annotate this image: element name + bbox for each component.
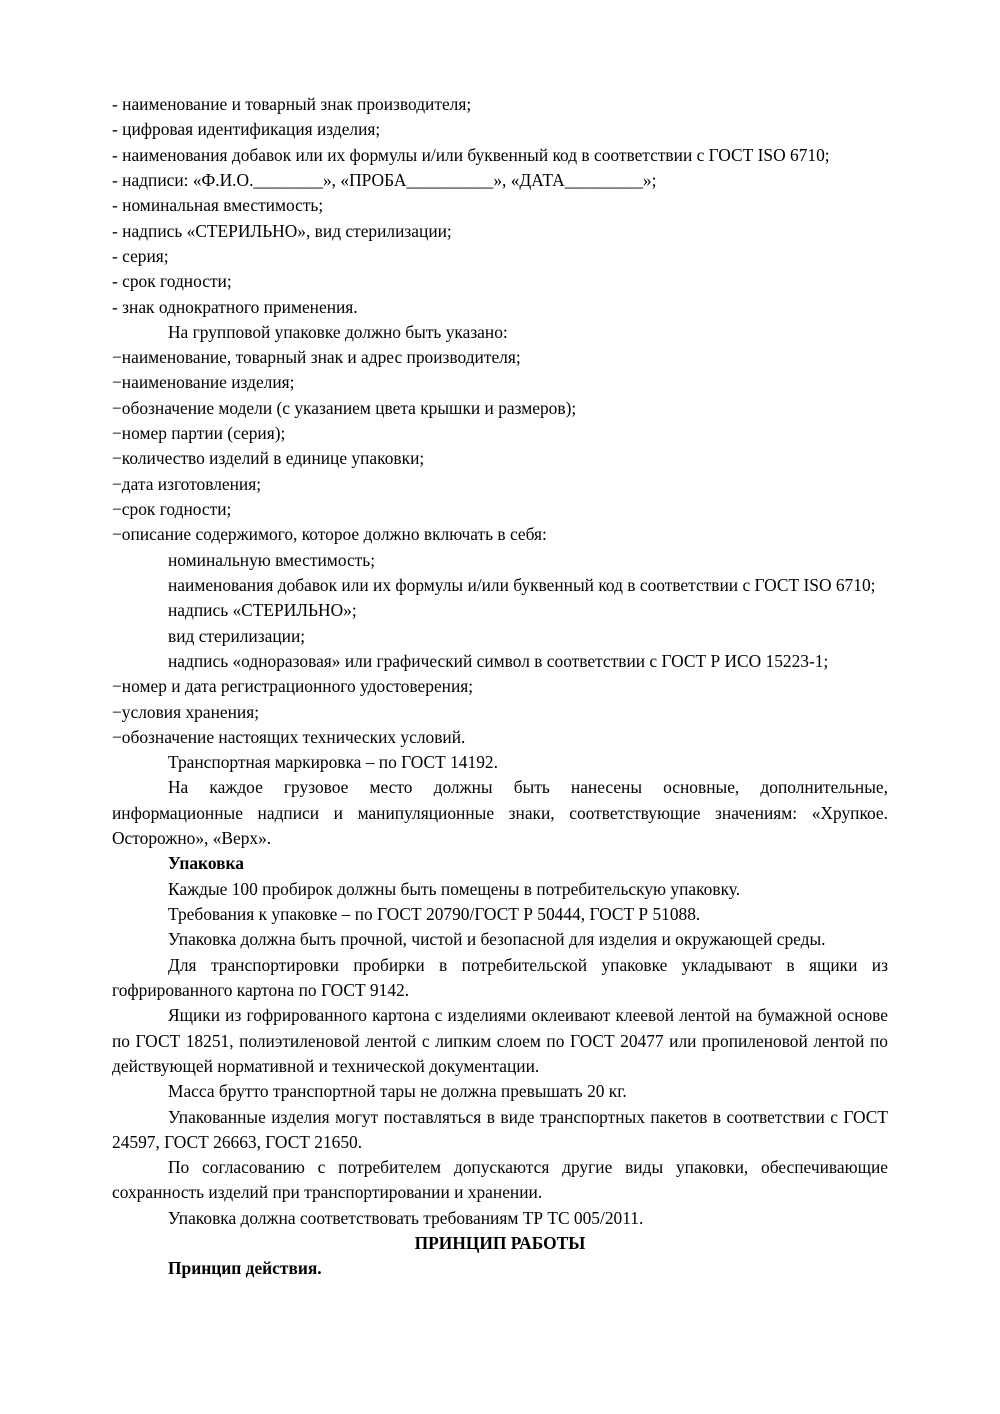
document-paragraph: Упаковка [168,853,244,874]
document-paragraph: −наименование изделия; [112,372,295,393]
document-paragraph: надпись «СТЕРИЛЬНО»; [168,600,357,621]
document-paragraph: Каждые 100 пробирок должны быть помещены в потребительскую упаковку. [168,878,741,899]
document-paragraph: −обозначение настоящих технических условий. [112,726,466,747]
document-paragraph: - наименования добавок или их формулы и/или буквенный код в соответствии с ГОСТ ISO 6710; [112,144,830,165]
document-paragraph: −количество изделий в единице упаковки; [112,448,425,469]
document-paragraph: - цифровая идентификация изделия; [112,119,381,140]
document-paragraph: вид стерилизации; [168,625,306,646]
document-paragraph: - серия; [112,245,169,266]
document-paragraph: - надписи: «Ф.И.О.________», «ПРОБА__________», «ДАТА_________»; [112,169,657,190]
document-paragraph: −дата изготовления; [112,473,262,494]
document-paragraph: −описание содержимого, которое должно включать в себя: [112,524,547,545]
document-paragraph: - срок годности; [112,271,232,292]
document-paragraph: Требования к упаковке – по ГОСТ 20790/ГОСТ Р 50444, ГОСТ Р 51088. [168,904,701,924]
document-paragraph: −условия хранения; [112,701,260,722]
document-paragraph: надпись «одноразовая» или графический символ в соответствии с ГОСТ Р ИСО 15223-1; [168,650,829,671]
document-paragraph: номинальную вместимость; [168,549,376,570]
document-paragraph: - знак однократного применения. [112,296,358,317]
document-paragraph: Ящики из гофрированного картона с изделиями оклеивают клеевой лентой на бумажной основе по ГОСТ 18251, полиэтиленовой лентой с липким слоем по ГОСТ 20477 или пропиленовой лентой по действующей нормативной и технической документации. [112,1005,888,1076]
document-paragraph: ПРИНЦИП РАБОТЫ [414,1233,586,1254]
document-paragraph: Масса брутто транспортной тары не должна превышать 20 кг. [168,1081,627,1102]
document-paragraph: - наименование и товарный знак производителя; [112,94,472,114]
document-paragraph: −обозначение модели (с указанием цвета крышки и размеров); [112,397,577,418]
document-paragraph: −номер и дата регистрационного удостоверения; [112,676,474,697]
document-paragraph: Для транспортировки пробирки в потребительской упаковке укладывают в ящики из гофрированного картона по ГОСТ 9142. [112,954,888,1000]
document-paragraph: −срок годности; [112,499,232,519]
document-paragraph: Транспортная маркировка – по ГОСТ 14192. [168,752,498,773]
document-paragraph: На каждое грузовое место должны быть нанесены основные, дополнительные, информационные надписи и манипуляционные знаки, соответствующие значениям: «Хрупкое. Осторожно», «Верх». [112,777,888,849]
document-paragraph: На групповой упаковке должно быть указано: [168,321,508,342]
document-paragraph: Упаковка должна быть прочной, чистой и безопасной для изделия и окружающей среды. [168,929,826,950]
document-paragraph: −номер партии (серия); [112,423,286,444]
document-paragraph: Упаковка должна соответствовать требованиям ТР ТС 005/2011. [168,1207,644,1228]
document-paragraph: - номинальная вместимость; [112,195,324,216]
document-paragraph: По согласованию с потребителем допускаются другие виды упаковки, обеспечивающие сохранность изделий при транспортировании и хранении. [112,1157,888,1203]
document-paragraph: Принцип действия. [168,1258,322,1279]
document-paragraph: −наименование, товарный знак и адрес производителя; [112,347,521,368]
document-body [112,92,888,1282]
document-paragraph: наименования добавок или их формулы и/или буквенный код в соответствии с ГОСТ ISO 6710; [168,574,876,595]
document-paragraph: Упакованные изделия могут поставляться в виде транспортных пакетов в соответствии с ГОСТ 24597, ГОСТ 26663, ГОСТ 21650. [112,1106,888,1152]
document-paragraph: - надпись «СТЕРИЛЬНО», вид стерилизации; [112,220,452,241]
